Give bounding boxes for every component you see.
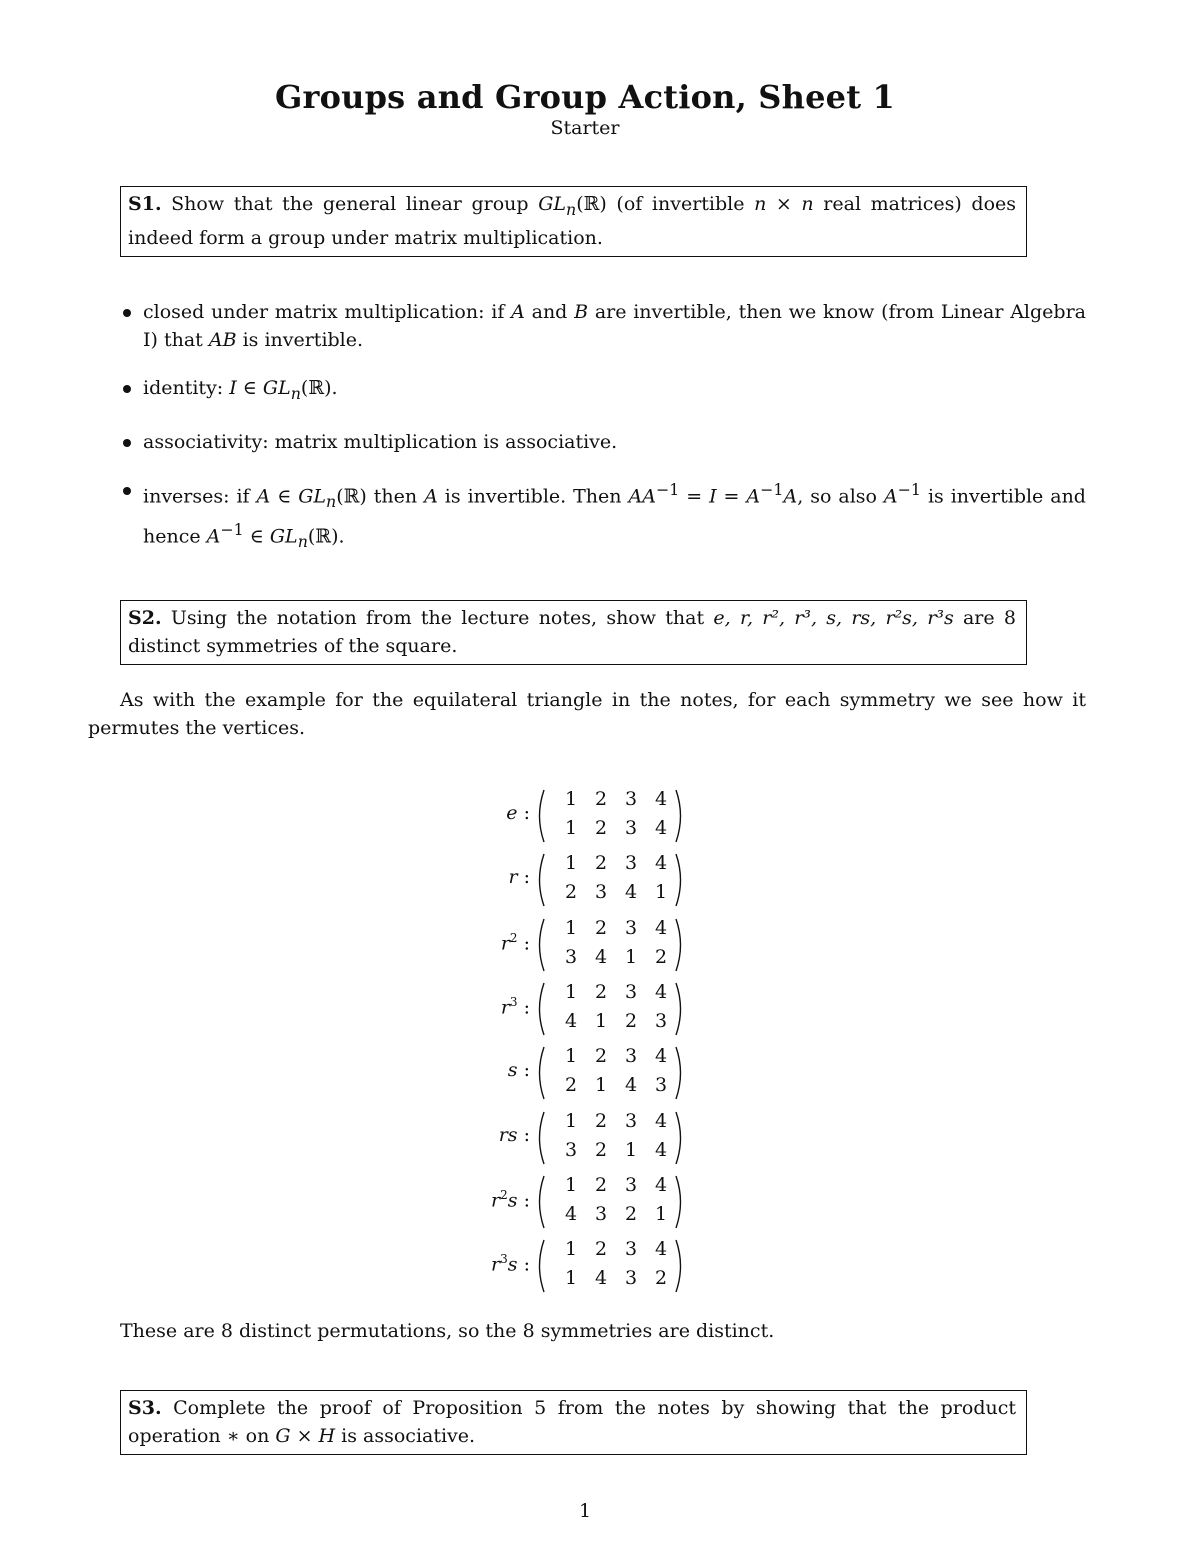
matrix-cell: 3 <box>624 817 638 839</box>
symmetry-label: r : <box>508 866 530 888</box>
matrix-row-bottom <box>556 1074 676 1096</box>
symmetry-label: $r^3s$ : <box>491 1252 530 1276</box>
matrix-cell: 3 <box>624 852 638 874</box>
left-paren <box>534 1174 546 1230</box>
matrix-cell: 2 <box>624 1010 638 1032</box>
matrix-row-bottom <box>556 1203 676 1225</box>
s3-star: ∗ <box>226 1425 240 1447</box>
matrix-row-top <box>556 1174 676 1196</box>
question-s3-label: S3. <box>128 1397 162 1419</box>
matrix-cell: 4 <box>624 1074 638 1096</box>
permutation-matrix <box>470 788 700 846</box>
matrix-cell: 3 <box>564 1139 578 1161</box>
question-s2-label: S2. <box>128 607 162 629</box>
matrix-cell: 1 <box>624 946 638 968</box>
s1-reals: (ℝ) <box>576 193 607 215</box>
s3-text-b: on <box>239 1425 276 1447</box>
permutation-matrix <box>470 852 700 910</box>
matrix-cell: 4 <box>594 946 608 968</box>
matrix-cell: 1 <box>564 817 578 839</box>
matrix-cell: 2 <box>594 1045 608 1067</box>
matrix-cell: 4 <box>654 1174 668 1196</box>
matrix-cell: 3 <box>654 1074 668 1096</box>
matrix-cell: 3 <box>564 946 578 968</box>
matrix-cell: 4 <box>654 981 668 1003</box>
left-paren <box>534 852 546 908</box>
matrix-row-top <box>556 1238 676 1260</box>
matrix-cell: 1 <box>564 1045 578 1067</box>
matrix-cell: 2 <box>594 1238 608 1260</box>
bullet-inverses: inverses: if A ∈ $GL_n(ℝ)$ then A is invertible. Then $AA^{-1} = I = A^{-1}A$, so also $A^{-1}$ is invertible and hence $A^{-1}$ ∈ $GL_n(ℝ)$. <box>120 476 1086 556</box>
answer-s2-intro: As with the example for the equilateral triangle in the notes, for each symmetry we see how it permutes the vertices. <box>88 689 1086 739</box>
page-subtitle: Starter <box>550 117 620 139</box>
matrix-cell: 3 <box>624 917 638 939</box>
question-s2-box <box>120 600 1027 665</box>
matrix-row-top <box>556 852 676 874</box>
left-paren <box>534 917 546 973</box>
matrix-cell: 3 <box>624 1267 638 1289</box>
matrix-row-top <box>556 981 676 1003</box>
symmetry-label: $r^3$ : <box>500 995 530 1019</box>
matrix-cell: 3 <box>624 1110 638 1132</box>
symmetry-label: e : <box>506 802 530 824</box>
matrix-cell: 2 <box>564 1074 578 1096</box>
left-paren <box>534 1045 546 1101</box>
matrix-cell: 1 <box>564 1110 578 1132</box>
s1-nxn: n × n <box>754 193 814 215</box>
left-paren <box>534 1238 546 1294</box>
bullet-associativity: associativity: matrix multiplication is associative. <box>120 428 1086 456</box>
symmetry-label: $r^2$ : <box>500 931 530 955</box>
matrix-row-top <box>556 917 676 939</box>
matrix-cell: 1 <box>564 1238 578 1260</box>
matrix-cell: 2 <box>594 817 608 839</box>
permutation-matrix <box>470 1174 700 1232</box>
answer-s2-conclusion: These are 8 distinct permutations, so the 8 symmetries are distinct. <box>120 1320 775 1342</box>
matrix-cell: 3 <box>654 1010 668 1032</box>
permutation-matrix <box>470 1238 700 1296</box>
matrix-row-bottom <box>556 1010 676 1032</box>
matrix-cell: 1 <box>594 1074 608 1096</box>
matrix-cell: 4 <box>654 1110 668 1132</box>
s3-gxh: G × H <box>275 1425 336 1447</box>
matrix-cell: 1 <box>564 852 578 874</box>
s3-text-c: is associative. <box>335 1425 476 1447</box>
matrix-cell: 1 <box>564 981 578 1003</box>
matrix-cell: 2 <box>594 1110 608 1132</box>
matrix-cell: 1 <box>564 917 578 939</box>
matrix-cell: 1 <box>564 1267 578 1289</box>
matrix-cell: 4 <box>654 1139 668 1161</box>
s2-text-a: Using the notation from the lecture notes, show that <box>161 607 714 629</box>
matrix-cell: 4 <box>654 1238 668 1260</box>
symmetry-label: $r^2s$ : <box>491 1188 530 1212</box>
matrix-row-bottom <box>556 1267 676 1289</box>
permutation-matrix <box>470 1110 700 1168</box>
s1-gl: GL <box>538 193 566 215</box>
matrix-cell: 4 <box>564 1010 578 1032</box>
matrix-cell: 3 <box>624 981 638 1003</box>
matrix-row-bottom <box>556 817 676 839</box>
permutation-matrix <box>470 1045 700 1103</box>
s3-text-a: Complete the proof of Proposition 5 from the notes by showing that the product operation <box>128 1397 1016 1447</box>
permutation-matrix <box>470 981 700 1039</box>
matrix-row-bottom <box>556 946 676 968</box>
answer-s1-list <box>120 298 1086 576</box>
matrix-cell: 2 <box>594 852 608 874</box>
matrix-cell: 2 <box>654 1267 668 1289</box>
matrix-row-top <box>556 1045 676 1067</box>
matrix-cell: 1 <box>564 1174 578 1196</box>
matrix-cell: 1 <box>564 788 578 810</box>
left-paren <box>534 788 546 844</box>
matrix-cell: 2 <box>594 1174 608 1196</box>
s1-text-a: Show that the general linear group <box>161 193 539 215</box>
matrix-cell: 3 <box>624 1045 638 1067</box>
matrix-row-top <box>556 1110 676 1132</box>
matrix-cell: 4 <box>654 817 668 839</box>
matrix-cell: 2 <box>624 1203 638 1225</box>
matrix-row-bottom <box>556 881 676 903</box>
matrix-cell: 2 <box>564 881 578 903</box>
question-s1-box <box>120 186 1027 257</box>
s1-text-b: (of invertible <box>606 193 755 215</box>
s1-gl-sub: n <box>565 199 577 219</box>
matrix-cell: 2 <box>594 1139 608 1161</box>
matrix-cell: 4 <box>564 1203 578 1225</box>
matrix-cell: 4 <box>594 1267 608 1289</box>
matrix-cell: 4 <box>624 881 638 903</box>
bullet-identity: identity: I ∈ $GL_n(ℝ)$. <box>120 374 1086 408</box>
matrix-cell: 3 <box>594 1203 608 1225</box>
matrix-cell: 3 <box>624 1174 638 1196</box>
page-number: 1 <box>578 1500 592 1522</box>
matrix-cell: 3 <box>594 881 608 903</box>
matrix-cell: 4 <box>654 917 668 939</box>
matrix-cell: 1 <box>654 1203 668 1225</box>
s2-symmetries: e, r, r², r³, s, rs, r²s, r³s <box>713 607 954 629</box>
matrix-cell: 2 <box>594 981 608 1003</box>
matrix-cell: 1 <box>624 1139 638 1161</box>
permutation-matrix <box>470 917 700 975</box>
question-s1-label: S1. <box>128 193 162 215</box>
page-title: Groups and Group Action, Sheet 1 <box>275 78 895 116</box>
matrix-cell: 3 <box>624 1238 638 1260</box>
s1-text-c: real matrices) does indeed form a group under matrix multiplication. <box>128 193 1017 249</box>
symmetry-label: rs : <box>498 1124 530 1146</box>
matrix-cell: 1 <box>594 1010 608 1032</box>
bullet-closure: closed under matrix multiplication: if A and B are invertible, then we know (from Linear Algebra I) that AB is invertible. <box>120 298 1086 354</box>
matrix-row-top <box>556 788 676 810</box>
question-s3-box <box>120 1390 1027 1455</box>
s2-text-b: are 8 distinct symmetries of the square. <box>128 607 1016 657</box>
matrix-cell: 2 <box>594 788 608 810</box>
left-paren <box>534 1110 546 1166</box>
matrix-cell: 4 <box>654 1045 668 1067</box>
left-paren <box>534 981 546 1037</box>
matrix-row-bottom <box>556 1139 676 1161</box>
matrix-cell: 3 <box>624 788 638 810</box>
matrix-cell: 2 <box>654 946 668 968</box>
matrix-cell: 4 <box>654 788 668 810</box>
symmetry-label: s : <box>507 1059 530 1081</box>
matrix-cell: 4 <box>654 852 668 874</box>
matrix-cell: 2 <box>594 917 608 939</box>
matrix-cell: 1 <box>654 881 668 903</box>
